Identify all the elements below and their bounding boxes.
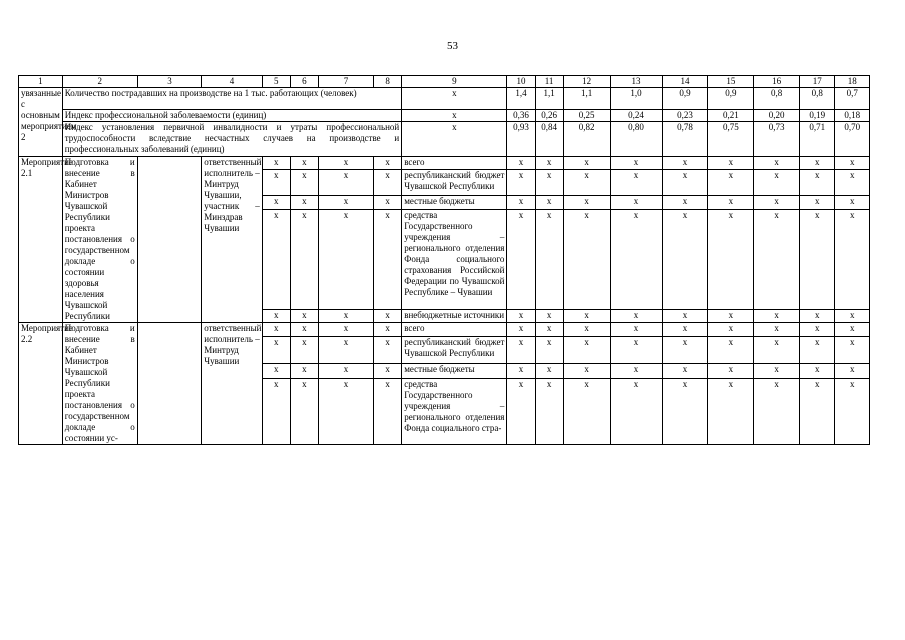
- measure-cell: x: [507, 209, 535, 309]
- measure-cell: x: [610, 378, 662, 444]
- measure-cell: x: [318, 337, 373, 364]
- measure-row: [19, 157, 870, 170]
- measure-cell: x: [662, 378, 708, 444]
- indicator-col9: x: [402, 122, 507, 157]
- measure-col3: [137, 323, 202, 445]
- measure-cell: x: [610, 157, 662, 170]
- indicator-value: 0,21: [708, 110, 754, 122]
- header-cell: 4: [202, 76, 262, 88]
- measure-cell: x: [708, 378, 754, 444]
- measure-cell: x: [290, 196, 318, 209]
- measure-cell: x: [835, 337, 870, 364]
- program-table: [18, 75, 870, 445]
- indicator-value: 0,84: [535, 122, 563, 157]
- measure-cell: x: [563, 378, 610, 444]
- measure-cell: x: [507, 196, 535, 209]
- measure-cell: x: [318, 378, 373, 444]
- indicator-value: 0,75: [708, 122, 754, 157]
- measure-cell: x: [374, 157, 402, 170]
- measure-cell: x: [563, 196, 610, 209]
- measure-cell: x: [318, 170, 373, 196]
- measure-cell: x: [754, 157, 800, 170]
- measure-cell: x: [708, 170, 754, 196]
- measure-cell: x: [835, 309, 870, 322]
- measure-label: Мероприятие 2.1: [19, 157, 63, 323]
- measure-cell: x: [262, 157, 290, 170]
- measure-cell: x: [662, 337, 708, 364]
- measure-cell: x: [318, 209, 373, 309]
- measure-cell: x: [262, 309, 290, 322]
- measure-cell: x: [290, 337, 318, 364]
- funding-source: внебюджетные источники: [402, 309, 507, 322]
- measure-cell: x: [754, 364, 800, 378]
- header-cell: 2: [62, 76, 137, 88]
- measure-cell: x: [610, 337, 662, 364]
- measure-cell: x: [262, 323, 290, 337]
- measure-cell: x: [835, 196, 870, 209]
- measure-cell: x: [535, 170, 563, 196]
- header-cell: 16: [754, 76, 800, 88]
- measure-cell: x: [507, 170, 535, 196]
- header-cell: 12: [563, 76, 610, 88]
- measure-cell: x: [800, 323, 835, 337]
- measure-cell: x: [610, 170, 662, 196]
- measure-cell: x: [835, 364, 870, 378]
- measure-cell: x: [800, 196, 835, 209]
- measure-cell: x: [754, 170, 800, 196]
- measure-cell: x: [800, 337, 835, 364]
- funding-source: республиканский бюджет Чувашской Республики: [402, 337, 507, 364]
- measure-cell: x: [708, 309, 754, 322]
- measure-responsible: ответственный исполнитель – Минтруд Чувашии, участник – Минздрав Чувашии: [202, 157, 262, 323]
- measure-cell: x: [835, 170, 870, 196]
- measure-cell: x: [290, 209, 318, 309]
- measure-cell: x: [754, 337, 800, 364]
- measure-row: [19, 323, 870, 337]
- measure-cell: x: [610, 364, 662, 378]
- measure-cell: x: [662, 309, 708, 322]
- indicator-value: 0,70: [835, 122, 870, 157]
- indicator-value: 0,23: [662, 110, 708, 122]
- indicator-value: 0,36: [507, 110, 535, 122]
- measure-cell: x: [563, 309, 610, 322]
- measure-responsible: ответственный исполнитель – Минтруд Чувашии: [202, 323, 262, 445]
- header-cell: 13: [610, 76, 662, 88]
- measure-cell: x: [662, 364, 708, 378]
- funding-source: республиканский бюджет Чувашской Республики: [402, 170, 507, 196]
- measure-cell: x: [374, 309, 402, 322]
- measure-cell: x: [290, 364, 318, 378]
- measure-cell: x: [662, 157, 708, 170]
- measure-cell: x: [708, 323, 754, 337]
- measure-cell: x: [610, 309, 662, 322]
- page-number: 53: [447, 40, 458, 52]
- measure-cell: x: [610, 196, 662, 209]
- header-cell: 18: [835, 76, 870, 88]
- measure-cell: x: [563, 364, 610, 378]
- funding-source: средства Государственного учреждения – регионального отделения Фонда социального страхования Российской Федерации по Чувашской Республике – Чувашии: [402, 209, 507, 309]
- measure-cell: x: [610, 323, 662, 337]
- header-cell: 9: [402, 76, 507, 88]
- header-cell: 8: [374, 76, 402, 88]
- indicator-value: 0,24: [610, 110, 662, 122]
- measure-cell: x: [800, 157, 835, 170]
- measure-cell: x: [507, 337, 535, 364]
- indicator-value: 0,19: [800, 110, 835, 122]
- measure-cell: x: [262, 337, 290, 364]
- measure-cell: x: [662, 170, 708, 196]
- measure-cell: x: [318, 309, 373, 322]
- measure-cell: x: [563, 209, 610, 309]
- measure-cell: x: [754, 309, 800, 322]
- indicator-row: [19, 122, 870, 157]
- measure-cell: x: [835, 209, 870, 309]
- measure-cell: x: [507, 323, 535, 337]
- indicator-value: 0,93: [507, 122, 535, 157]
- measure-cell: x: [708, 157, 754, 170]
- measure-cell: x: [800, 209, 835, 309]
- measure-cell: x: [374, 337, 402, 364]
- measure-label: Мероприятие 2.2: [19, 323, 63, 445]
- measure-cell: x: [708, 196, 754, 209]
- indicator-col9: x: [402, 88, 507, 110]
- header-cell: 15: [708, 76, 754, 88]
- measure-cell: x: [662, 323, 708, 337]
- measure-cell: x: [662, 196, 708, 209]
- measure-cell: x: [800, 378, 835, 444]
- indicator-value: 0,80: [610, 122, 662, 157]
- measure-cell: x: [610, 209, 662, 309]
- measure-cell: x: [835, 378, 870, 444]
- measure-cell: x: [318, 323, 373, 337]
- header-cell: 14: [662, 76, 708, 88]
- indicator-value: 0,8: [754, 88, 800, 110]
- indicator-value: 0,78: [662, 122, 708, 157]
- measure-cell: x: [563, 157, 610, 170]
- indicator-value: 0,73: [754, 122, 800, 157]
- funding-source: всего: [402, 323, 507, 337]
- measure-cell: x: [535, 337, 563, 364]
- indicator-value: 0,8: [800, 88, 835, 110]
- measure-cell: x: [563, 337, 610, 364]
- measure-cell: x: [374, 323, 402, 337]
- measure-col3: [137, 157, 202, 323]
- measure-cell: x: [290, 157, 318, 170]
- measure-cell: x: [800, 170, 835, 196]
- measure-cell: x: [535, 157, 563, 170]
- indicator-value: 0,71: [800, 122, 835, 157]
- header-cell: 11: [535, 76, 563, 88]
- indicator-value: 0,26: [535, 110, 563, 122]
- funding-source: средства Государственного учреждения – регионального отделения Фонда социального стра-: [402, 378, 507, 444]
- measure-cell: x: [290, 170, 318, 196]
- funding-source: всего: [402, 157, 507, 170]
- measure-cell: x: [318, 196, 373, 209]
- indicator-value: 1,4: [507, 88, 535, 110]
- measure-cell: x: [535, 364, 563, 378]
- measure-cell: x: [507, 157, 535, 170]
- measure-cell: x: [374, 170, 402, 196]
- indicator-row: [19, 88, 870, 110]
- indicator-value: 0,7: [835, 88, 870, 110]
- measure-cell: x: [262, 209, 290, 309]
- measure-cell: x: [800, 364, 835, 378]
- measure-cell: x: [708, 337, 754, 364]
- measure-cell: x: [754, 209, 800, 309]
- measure-cell: x: [262, 170, 290, 196]
- header-cell: 6: [290, 76, 318, 88]
- indicator-value: 1,1: [563, 88, 610, 110]
- measure-cell: x: [262, 378, 290, 444]
- measure-cell: x: [535, 309, 563, 322]
- measure-cell: x: [374, 364, 402, 378]
- measure-cell: x: [754, 378, 800, 444]
- indicator-value: 0,9: [662, 88, 708, 110]
- measure-cell: x: [535, 378, 563, 444]
- measure-cell: x: [262, 364, 290, 378]
- measure-description: Подготовка и внесение в Кабинет Министров Чувашской Республики проекта постановления о государственном докладе о состоянии ус-: [62, 323, 137, 445]
- header-cell: 7: [318, 76, 373, 88]
- measure-cell: x: [290, 378, 318, 444]
- funding-source: местные бюджеты: [402, 196, 507, 209]
- measure-cell: x: [563, 323, 610, 337]
- indicator-group-label: увязанные с основным мероприятием 2: [19, 88, 63, 157]
- measure-cell: x: [290, 323, 318, 337]
- header-cell: 3: [137, 76, 202, 88]
- measure-cell: x: [754, 323, 800, 337]
- indicator-value: 1,1: [535, 88, 563, 110]
- measure-cell: x: [563, 170, 610, 196]
- measure-cell: x: [318, 364, 373, 378]
- indicator-value: 1,0: [610, 88, 662, 110]
- measure-cell: x: [535, 209, 563, 309]
- header-cell: 5: [262, 76, 290, 88]
- header-row: [19, 76, 870, 88]
- indicator-value: 0,9: [708, 88, 754, 110]
- indicator-name: Количество пострадавших на производстве на 1 тыс. работающих (человек): [62, 88, 402, 110]
- measure-cell: x: [662, 209, 708, 309]
- indicator-value: 0,25: [563, 110, 610, 122]
- indicator-value: 0,82: [563, 122, 610, 157]
- header-cell: 17: [800, 76, 835, 88]
- measure-cell: x: [318, 157, 373, 170]
- measure-cell: x: [374, 209, 402, 309]
- measure-description: Подготовка и внесение в Кабинет Министров Чувашской Республики проекта постановления о государственном докладе о состоянии здоровья населения Чувашской Республики: [62, 157, 137, 323]
- indicator-name: Индекс установления первичной инвалидности и утраты профессиональной трудоспособности вследствие несчастных случаев на производстве и профессиональных заболеваний (единиц): [62, 122, 402, 157]
- measure-cell: x: [262, 196, 290, 209]
- indicator-col9: x: [402, 110, 507, 122]
- measure-cell: x: [374, 196, 402, 209]
- measure-cell: x: [708, 209, 754, 309]
- funding-source: местные бюджеты: [402, 364, 507, 378]
- header-cell: 10: [507, 76, 535, 88]
- measure-cell: x: [708, 364, 754, 378]
- measure-cell: x: [507, 309, 535, 322]
- measure-cell: x: [754, 196, 800, 209]
- measure-cell: x: [507, 364, 535, 378]
- measure-cell: x: [835, 323, 870, 337]
- measure-cell: x: [507, 378, 535, 444]
- indicator-row: [19, 110, 870, 122]
- indicator-value: 0,20: [754, 110, 800, 122]
- measure-cell: x: [290, 309, 318, 322]
- measure-cell: x: [800, 309, 835, 322]
- indicator-name: Индекс профессиональной заболеваемости (единиц): [62, 110, 402, 122]
- measure-cell: x: [535, 323, 563, 337]
- indicator-value: 0,18: [835, 110, 870, 122]
- header-cell: 1: [19, 76, 63, 88]
- measure-cell: x: [535, 196, 563, 209]
- measure-cell: x: [374, 378, 402, 444]
- measure-cell: x: [835, 157, 870, 170]
